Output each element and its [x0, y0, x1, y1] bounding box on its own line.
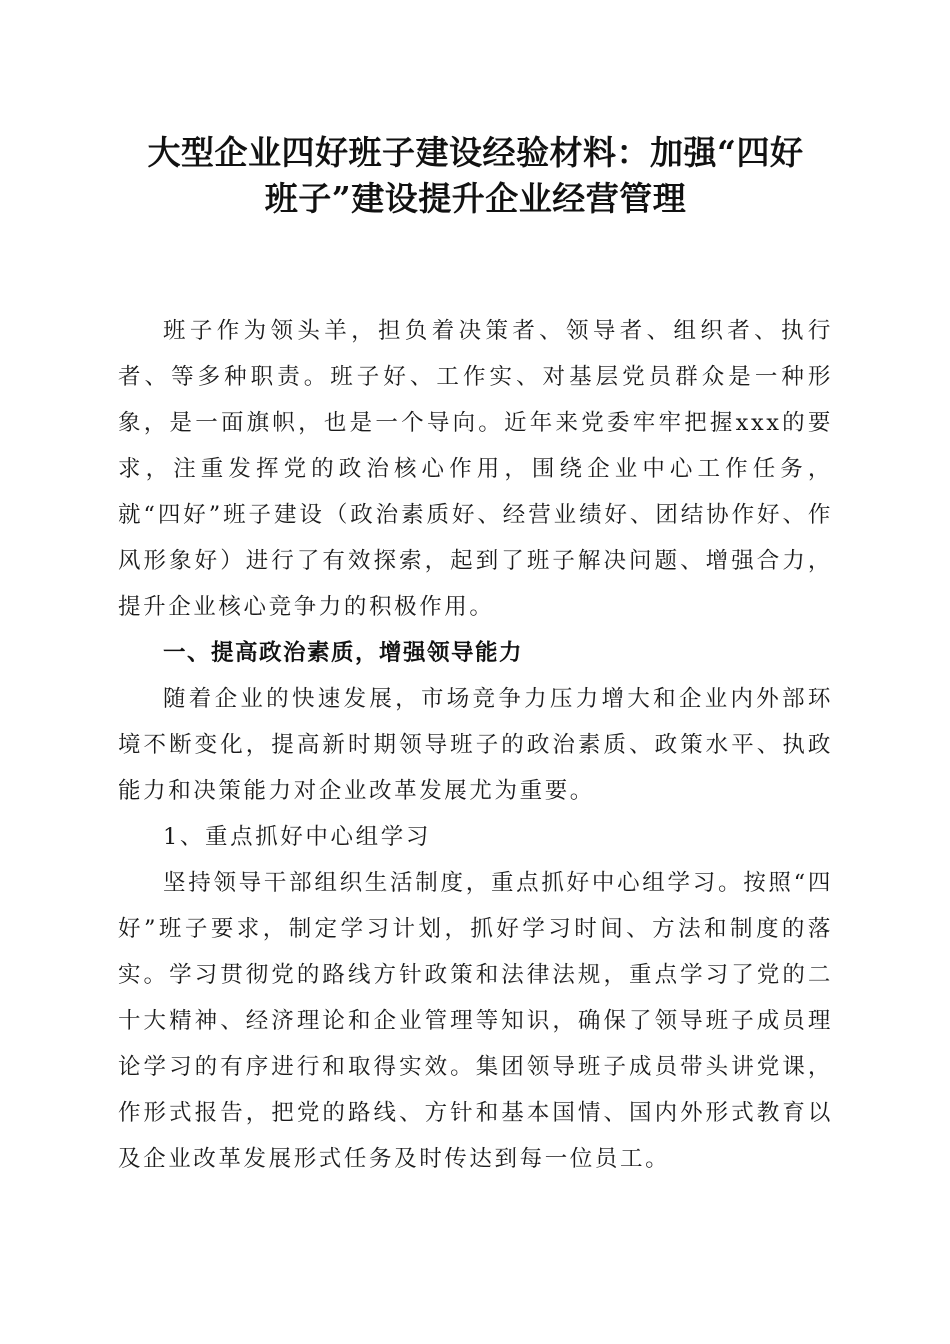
subsection-1-paragraph: 坚持领导干部组织生活制度，重点抓好中心组学习。按照“四好”班子要求，制定学习计划，抓好学习时间、方法和制度的落实。学习贯彻党的路线方针政策和法律法规，重点学习了党的二十大精神、经济理论和企业管理等知识，确保了领导班子成员理论学习的有序进行和取得实效。集团领导班子成员带头讲党课，作形式报告，把党的路线、方针和基本国情、国内外形式教育以及企业改革发展形式任务及时传达到每一位员工。	[118, 870, 833, 1172]
intro-paragraph: 班子作为领头羊，担负着决策者、领导者、组织者、执行者、等多种职责。班子好、工作实、对基层党员群众是一种形象，是一面旗帜，也是一个导向。近年来党委牢牢把握xxx的要求，注重发挥党的政治核心作用，围绕企业中心工作任务，就“四好”班子建设（政治素质好、经营业绩好、团结协作好、作风形象好）进行了有效探索，起到了班子解决问题、增强合力，提升企业核心竞争力的积极作用。	[118, 318, 833, 620]
subsection-heading-1: 1、重点抓好中心组学习	[163, 824, 431, 850]
document-body	[118, 308, 833, 1182]
document-page	[118, 130, 833, 1182]
section-1-paragraph: 随着企业的快速发展，市场竞争力压力增大和企业内外部环境不断变化，提高新时期领导班子的政治素质、政策水平、执政能力和决策能力对企业改革发展尤为重要。	[118, 686, 833, 804]
title-line-2: 班子”建设提升企业经营管理	[264, 179, 687, 218]
section-heading-1: 一、提高政治素质，增强领导能力	[163, 640, 524, 666]
document-title	[118, 130, 833, 222]
title-line-1: 大型企业四好班子建设经验材料：加强“四好	[147, 133, 804, 172]
